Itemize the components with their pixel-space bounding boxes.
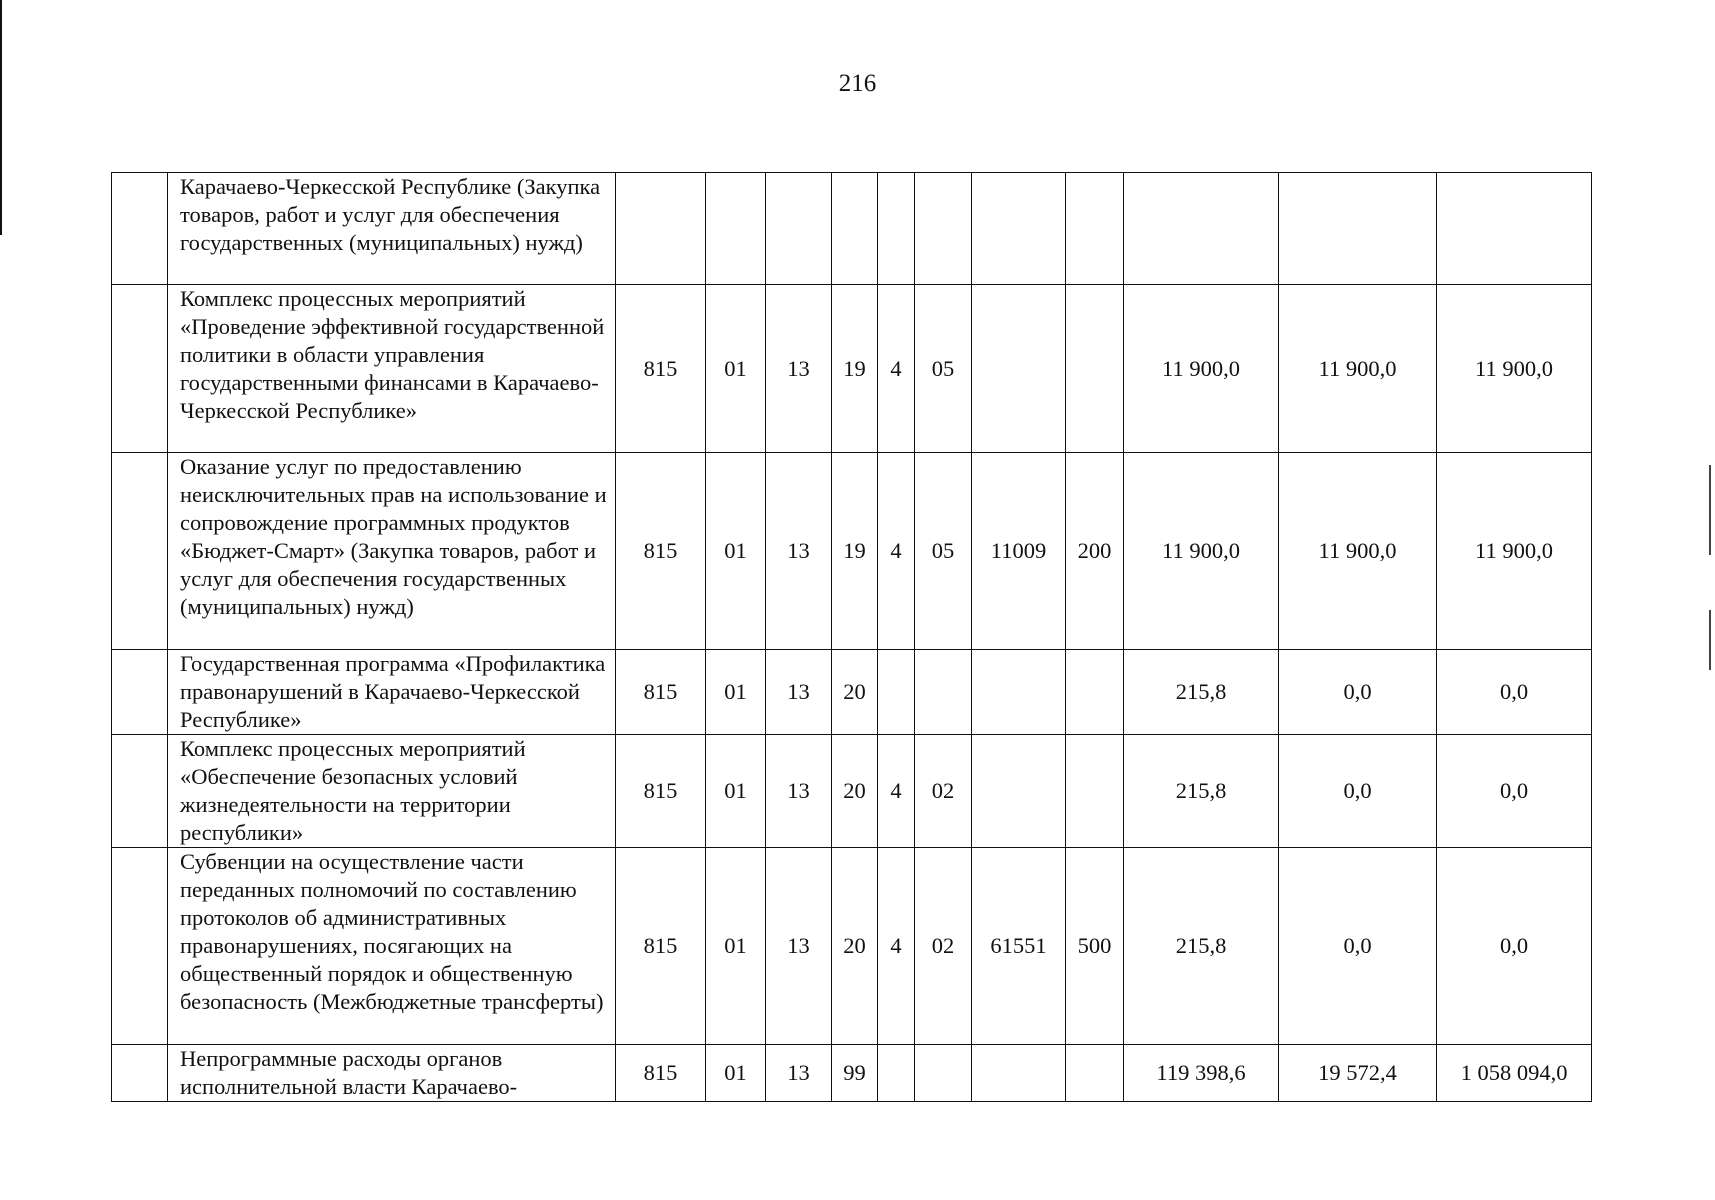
code-cell	[972, 285, 1066, 453]
code-cell: 815	[616, 735, 706, 848]
code-cell: 200	[1066, 453, 1124, 650]
description-cell: Субвенции на осуществление части переданных полномочий по составлению протоколов об административных правонарушениях, посягающих на общественный порядок и общественную безопасность (Межбюджетные трансферты)	[168, 848, 616, 1045]
scan-margin-mark	[1709, 610, 1711, 670]
code-cell: 01	[706, 453, 766, 650]
amount-cell: 19 572,4	[1279, 1045, 1437, 1102]
code-cell: 01	[706, 735, 766, 848]
amount-cell	[1124, 173, 1279, 285]
code-cell: 02	[915, 735, 972, 848]
code-cell: 4	[878, 453, 915, 650]
code-cell: 19	[832, 453, 878, 650]
code-cell	[878, 650, 915, 735]
code-cell	[1066, 735, 1124, 848]
amount-cell: 0,0	[1279, 650, 1437, 735]
code-cell	[878, 173, 915, 285]
code-cell	[915, 650, 972, 735]
code-cell: 20	[832, 848, 878, 1045]
code-cell: 20	[832, 650, 878, 735]
index-cell	[112, 453, 168, 650]
code-cell	[972, 735, 1066, 848]
index-cell	[112, 848, 168, 1045]
table-row	[112, 650, 1592, 735]
code-cell	[1066, 650, 1124, 735]
amount-cell	[1437, 173, 1592, 285]
code-cell: 4	[878, 285, 915, 453]
amount-cell: 11 900,0	[1279, 453, 1437, 650]
code-cell: 05	[915, 285, 972, 453]
description-cell: Комплекс процессных мероприятий «Проведение эффективной государственной политики в области управления государственными финансами в Карачаево-Черкесской Республике»	[168, 285, 616, 453]
amount-cell: 215,8	[1124, 650, 1279, 735]
table-row	[112, 173, 1592, 285]
code-cell: 13	[766, 1045, 832, 1102]
code-cell: 01	[706, 1045, 766, 1102]
code-cell	[832, 173, 878, 285]
code-cell	[766, 173, 832, 285]
code-cell	[972, 1045, 1066, 1102]
amount-cell: 0,0	[1279, 848, 1437, 1045]
code-cell	[706, 173, 766, 285]
index-cell	[112, 650, 168, 735]
code-cell: 19	[832, 285, 878, 453]
code-cell: 4	[878, 735, 915, 848]
description-cell: Комплекс процессных мероприятий «Обеспечение безопасных условий жизнедеятельности на территории республики»	[168, 735, 616, 848]
code-cell	[878, 1045, 915, 1102]
table-row	[112, 285, 1592, 453]
description-cell: Непрограммные расходы органов исполнительной власти Карачаево-	[168, 1045, 616, 1102]
description-cell: Оказание услуг по предоставлению неисключительных прав на использование и сопровождение программных продуктов «Бюджет-Смарт» (Закупка товаров, работ и услуг для обеспечения государственных (муниципальных) нужд)	[168, 453, 616, 650]
amount-cell: 11 900,0	[1437, 285, 1592, 453]
code-cell: 815	[616, 453, 706, 650]
code-cell: 13	[766, 453, 832, 650]
table-row	[112, 848, 1592, 1045]
code-cell	[915, 173, 972, 285]
table-row	[112, 453, 1592, 650]
code-cell: 20	[832, 735, 878, 848]
code-cell: 4	[878, 848, 915, 1045]
code-cell: 815	[616, 650, 706, 735]
amount-cell: 0,0	[1437, 848, 1592, 1045]
table-row	[112, 735, 1592, 848]
description-cell: Государственная программа «Профилактика правонарушений в Карачаево-Черкесской Республике»	[168, 650, 616, 735]
code-cell: 02	[915, 848, 972, 1045]
code-cell: 01	[706, 285, 766, 453]
amount-cell	[1279, 173, 1437, 285]
amount-cell: 11 900,0	[1437, 453, 1592, 650]
code-cell: 99	[832, 1045, 878, 1102]
code-cell	[972, 173, 1066, 285]
amount-cell: 11 900,0	[1124, 285, 1279, 453]
description-cell: Карачаево-Черкесской Республике (Закупка товаров, работ и услуг для обеспечения государственных (муниципальных) нужд)	[168, 173, 616, 285]
amount-cell: 11 900,0	[1124, 453, 1279, 650]
code-cell: 815	[616, 1045, 706, 1102]
code-cell: 13	[766, 848, 832, 1045]
code-cell	[1066, 285, 1124, 453]
amount-cell: 11 900,0	[1279, 285, 1437, 453]
amount-cell: 119 398,6	[1124, 1045, 1279, 1102]
amount-cell: 1 058 094,0	[1437, 1045, 1592, 1102]
code-cell	[1066, 1045, 1124, 1102]
index-cell	[112, 1045, 168, 1102]
scan-margin-mark	[1709, 465, 1711, 555]
page-number: 216	[838, 70, 877, 97]
code-cell: 61551	[972, 848, 1066, 1045]
budget-table	[111, 172, 1592, 1102]
scan-edge-line	[0, 0, 2, 235]
amount-cell: 0,0	[1437, 650, 1592, 735]
code-cell: 05	[915, 453, 972, 650]
code-cell: 500	[1066, 848, 1124, 1045]
code-cell: 01	[706, 650, 766, 735]
index-cell	[112, 735, 168, 848]
amount-cell: 0,0	[1279, 735, 1437, 848]
code-cell	[616, 173, 706, 285]
code-cell: 13	[766, 285, 832, 453]
amount-cell: 0,0	[1437, 735, 1592, 848]
index-cell	[112, 285, 168, 453]
code-cell: 13	[766, 735, 832, 848]
code-cell: 815	[616, 285, 706, 453]
amount-cell: 215,8	[1124, 848, 1279, 1045]
table-row	[112, 1045, 1592, 1102]
index-cell	[112, 173, 168, 285]
code-cell	[1066, 173, 1124, 285]
code-cell	[972, 650, 1066, 735]
code-cell	[915, 1045, 972, 1102]
amount-cell: 215,8	[1124, 735, 1279, 848]
code-cell: 11009	[972, 453, 1066, 650]
code-cell: 13	[766, 650, 832, 735]
code-cell: 01	[706, 848, 766, 1045]
code-cell: 815	[616, 848, 706, 1045]
